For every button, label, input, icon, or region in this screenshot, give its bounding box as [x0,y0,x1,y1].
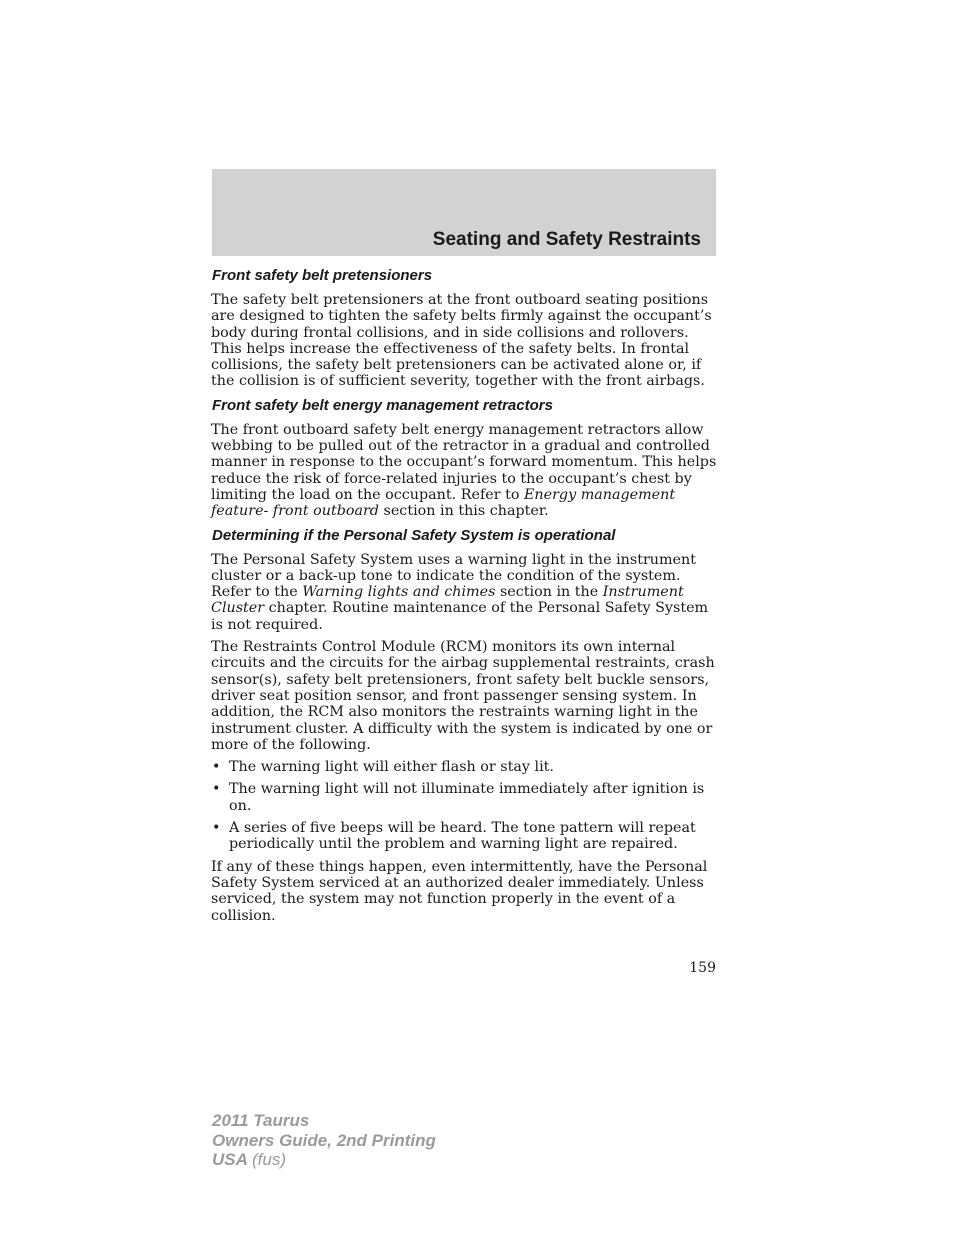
text-run: chapter. Routine maintenance of the Personal Safety System is not required. [211,600,709,633]
list-item-text: The warning light will not illuminate immediately after ignition is on. [229,781,705,814]
list-item [211,820,717,853]
cross-reference: Energy management feature- front outboard [211,486,676,520]
paragraph [211,552,717,633]
paragraph: The safety belt pretensioners at the front outboard seating positions are designed to tighten the safety belts firmly against the occupant’s body during frontal collisions, and in side collisions and rollovers. This helps increase the effectiveness of the safety belts. In frontal collisions, the safety belt pretensioners can be activated alone or, if the collision is of sufficient severity, together with the front airbags. [211,292,712,390]
text-run: section in this chapter. [378,503,549,520]
bullet-list [211,759,717,852]
footer-line: 2011 Taurus [212,1111,310,1130]
list-item [211,781,717,814]
list-item-text: The warning light will either flash or stay lit. [229,759,554,776]
cross-reference: Instrument Cluster [211,584,684,617]
bullet-icon: • [212,820,221,837]
cross-reference: Warning lights and chimes [302,584,496,601]
text-run: The front outboard safety belt energy management retractors allow webbing to be pulled out of the retractor in a gradual and controlled manner in response to the occupant’s forward momentum. This helps reduce the risk of force-related injuries to the occupant’s chest by limiting the load on the occupant. Refer to [211,421,717,503]
footer-code: (fus) [252,1150,286,1169]
bullet-icon: • [212,759,221,776]
footer-region: USA [212,1150,248,1169]
chapter-header-band [212,169,716,256]
section-heading-pss-operational: Determining if the Personal Safety System is operational [212,526,616,544]
page-content [211,266,717,930]
footer-line [212,1150,436,1170]
paragraph: The Restraints Control Module (RCM) monitors its own internal circuits and the circuits for the airbag supplemental restraints, crash sensor(s), safety belt pretensioners, front safety belt buckle sensors, driver seat position sensor, and front passenger sensing system. In addition, the RCM also monitors the restraints warning light in the instrument cluster. A difficulty with the system is indicated by one or more of the following. [211,639,715,753]
bullet-icon: • [212,781,221,798]
document-footer [212,1111,436,1170]
section-heading-pretensioners: Front safety belt pretensioners [212,267,433,284]
list-item [211,759,717,775]
paragraph [211,422,717,520]
list-item-text: A series of five beeps will be heard. The tone pattern will repeat periodically until the problem and warning light are repaired. [229,820,696,853]
chapter-title: Seating and Safety Restraints [432,229,701,250]
text-run: The Personal Safety System uses a warning light in the instrument cluster or a back-up tone to indicate the condition of the system. Refer to the [211,551,696,601]
footer-line: Owners Guide, 2nd Printing [212,1130,436,1150]
paragraph: If any of these things happen, even intermittently, have the Personal Safety System serviced at an authorized dealer immediately. Unless serviced, the system may not function properly in the event of a collision. [211,858,708,924]
text-run: section in the [495,584,603,601]
page-number: 159 [689,960,716,976]
section-heading-energy-retractors: Front safety belt energy management retractors [212,396,553,414]
